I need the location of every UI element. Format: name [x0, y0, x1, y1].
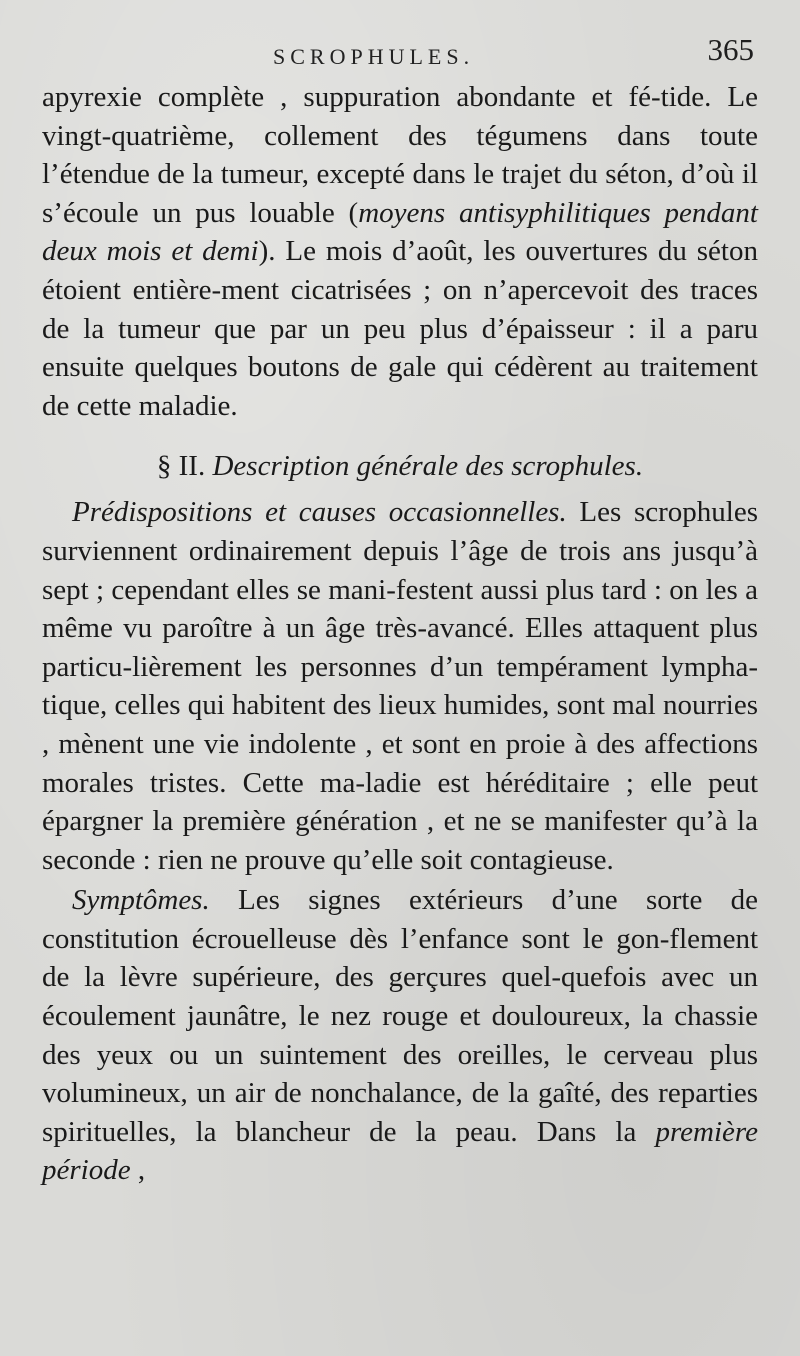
section-title: Description générale des scrophules. [212, 450, 644, 483]
paragraph-symptoms [42, 881, 758, 1190]
italic-first-period: première période [42, 1115, 758, 1187]
body-text [42, 78, 758, 1190]
paragraph-case-conclusion [42, 78, 758, 425]
paragraph-text: Les scrophules surviennent ordinairement depuis l’âge de trois ans jusqu’à sept ; cependant elles se mani-festent aussi plus tard : on les a même vu paroître à un âge très-avancé. Elles attaquent plus particu-lièrement les personnes d’un tempérament lympha-tique, celles qui habitent des lieux humides, sont mal nourries , mènent une vie indolente , et sont en proie à des affections morales tristes. Cette ma-ladie est héréditaire ; elle peut épargner la première génération , et ne se manifester qu’à la seconde : rien ne prouve qu’elle soit contagieuse. [42, 496, 758, 876]
section-heading [42, 447, 758, 485]
paragraph-lead-italic: Prédispositions et causes occasionnelles. [72, 496, 567, 529]
section-number: § II. [156, 450, 206, 483]
paragraph-text: ). Le mois d’août, les ouvertures du séton étoient entière-ment cicatrisées ; on n’apercevoit des traces de la tumeur que par un peu plus d’épaisseur : il a paru ensuite quelques boutons de gale qui cédèrent au traitement de cette maladie. [42, 235, 758, 422]
page-header [0, 32, 800, 72]
italic-treatment-note: moyens antisyphilitiques pendant deux mois et demi [42, 196, 758, 268]
paragraph-predispositions [42, 493, 758, 879]
paragraph-text: , [130, 1154, 146, 1187]
running-head: SCROPHULES. [273, 44, 475, 69]
page-number: 365 [707, 32, 754, 67]
paragraph-lead-italic: Symptômes. [72, 884, 210, 917]
paragraph-text: Les signes extérieurs d’une sorte de constitution écrouelleuse dès l’enfance sont le gon-flement de la lèvre supérieure, des gerçures quel-quefois avec un écoulement jaunâtre, le nez rouge et douloureux, la chassie des yeux ou un suintement des oreilles, le cerveau plus volumineux, un air de nonchalance, de la gaîté, des reparties spirituelles, la blancheur de la peau. Dans la [42, 884, 758, 1148]
paragraph-text: apyrexie complète , suppuration abondante et fé-tide. Le vingt-quatrième, collement des tégumens dans toute l’étendue de la tumeur, excepté dans le trajet du séton, d’où il s’écoule un pus louable ( [42, 81, 758, 229]
